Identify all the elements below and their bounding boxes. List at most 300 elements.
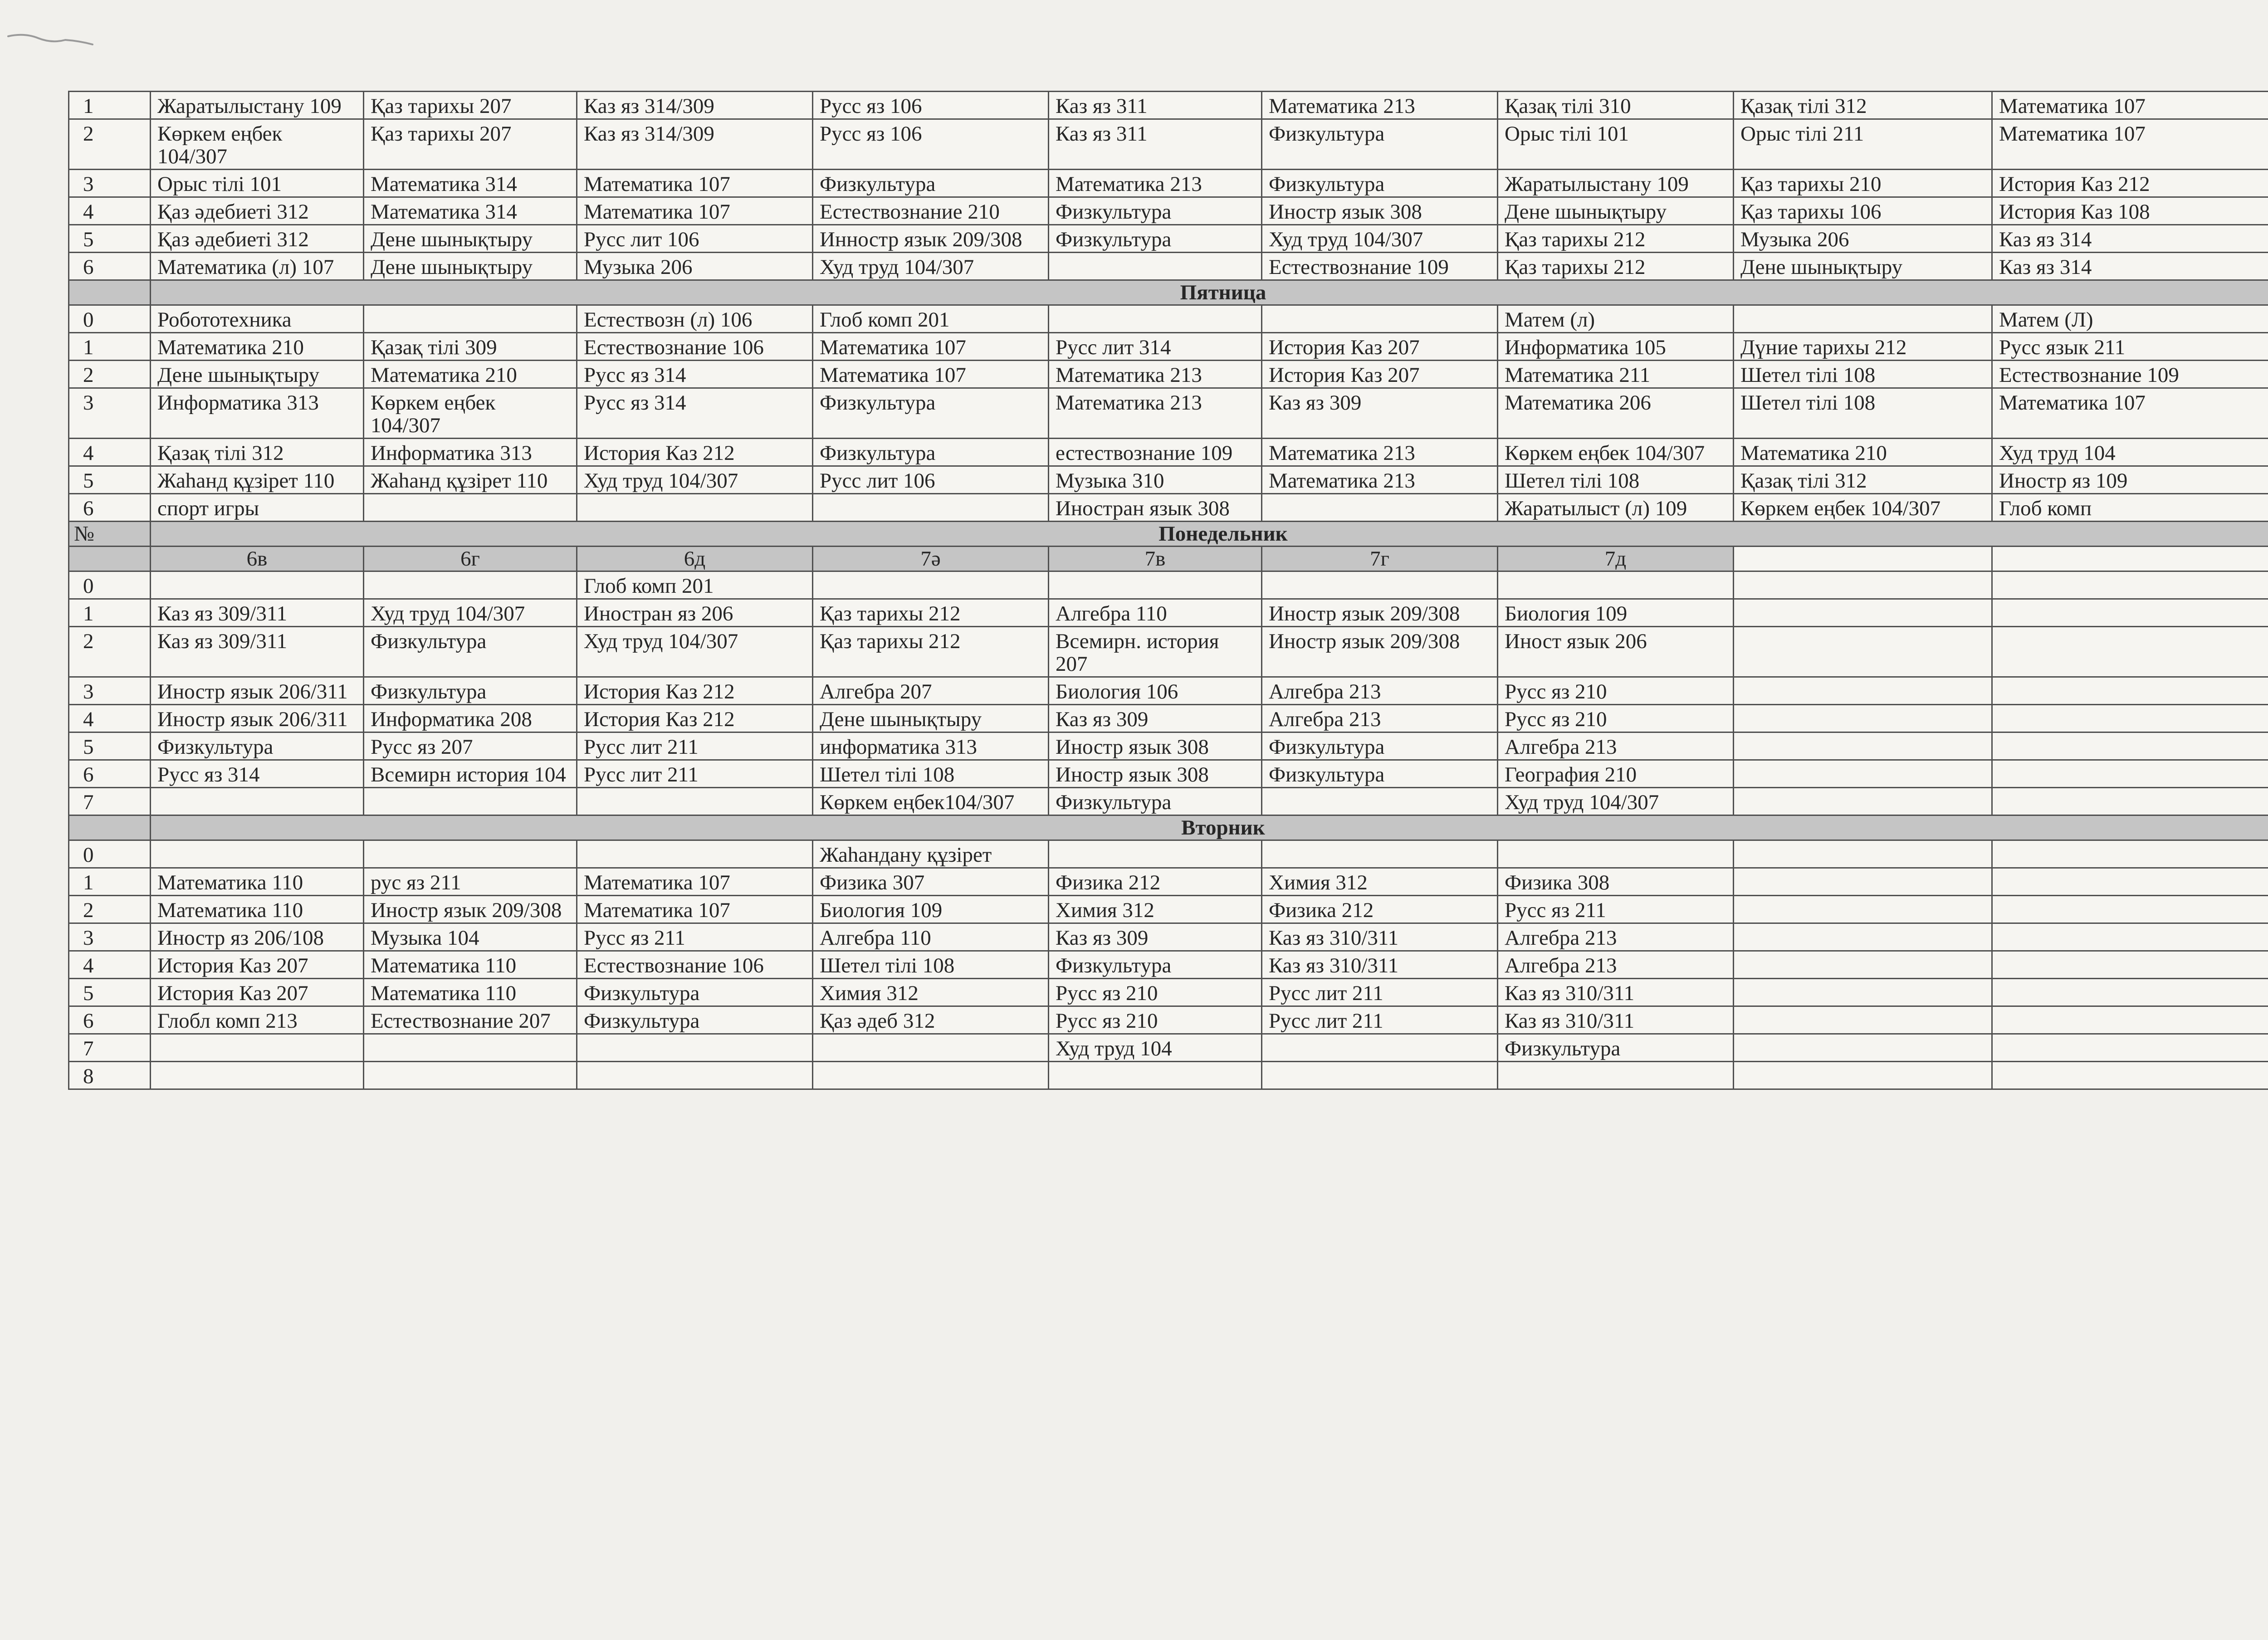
lesson-cell: Дене шынықтыру — [364, 253, 577, 280]
lesson-cell: Физкультура — [1262, 119, 1498, 170]
lesson-row — [69, 494, 2268, 522]
lesson-cell: Қаз тарихы 212 — [1498, 225, 1734, 253]
lesson-cell — [1262, 494, 1498, 522]
lesson-cell: Көркем еңбек104/307 — [813, 788, 1049, 815]
lesson-number: 1 — [69, 599, 151, 627]
lesson-cell — [1992, 868, 2268, 896]
lesson-number: 3 — [69, 677, 151, 705]
lesson-cell: Физкультура — [813, 388, 1049, 439]
lesson-cell — [364, 571, 577, 599]
lesson-cell: Физкультура — [577, 979, 813, 1006]
lesson-cell: Шетел тілі 108 — [813, 760, 1049, 788]
lesson-cell — [1262, 1062, 1498, 1089]
lesson-number: 6 — [69, 253, 151, 280]
lesson-cell: Көркем еңбек 104/307 — [1734, 494, 1992, 522]
class-header — [1734, 547, 1992, 571]
lesson-number: 6 — [69, 1006, 151, 1034]
lesson-row — [69, 119, 2268, 170]
lesson-cell: Қазақ тілі 309 — [364, 333, 577, 361]
lesson-cell: Каз яз 310/311 — [1262, 951, 1498, 979]
lesson-cell — [1992, 599, 2268, 627]
lesson-number: 7 — [69, 788, 151, 815]
lesson-cell: Естествознание 207 — [364, 1006, 577, 1034]
lesson-cell — [1992, 760, 2268, 788]
lesson-cell — [1049, 840, 1262, 868]
lesson-cell: Каз яз 314 — [1992, 253, 2268, 280]
lesson-cell — [1262, 305, 1498, 333]
lesson-cell: Каз яз 309/311 — [151, 599, 364, 627]
lesson-cell: Естествозн (л) 106 — [577, 305, 813, 333]
lesson-cell: Робототехника — [151, 305, 364, 333]
lesson-cell: Русс лит 314 — [1049, 333, 1262, 361]
lesson-cell: Математика 211 — [1498, 361, 1734, 388]
lesson-cell — [1992, 788, 2268, 815]
lesson-cell: Матем (Л) — [1992, 305, 2268, 333]
lesson-row — [69, 677, 2268, 705]
lesson-cell: Математика 110 — [364, 979, 577, 1006]
class-header: 7г — [1262, 547, 1498, 571]
lesson-cell: Худ труд 104 — [1049, 1034, 1262, 1062]
lesson-cell — [1734, 868, 1992, 896]
lesson-row — [69, 571, 2268, 599]
lesson-cell: География 210 — [1498, 760, 1734, 788]
lesson-cell: Иностран яз 206 — [577, 599, 813, 627]
lesson-cell: Каз яз 314/309 — [577, 119, 813, 170]
class-header-corner — [69, 547, 151, 571]
lesson-cell: Математика 213 — [1262, 92, 1498, 119]
lesson-cell: Русс лит 106 — [577, 225, 813, 253]
lesson-cell: Алгебра 110 — [813, 923, 1049, 951]
day-band-row — [69, 522, 2268, 547]
lesson-cell: Физика 212 — [1262, 896, 1498, 923]
lesson-cell: Көркем еңбек 104/307 — [1498, 439, 1734, 466]
lesson-cell: Физкультура — [813, 439, 1049, 466]
lesson-number: 1 — [69, 868, 151, 896]
lesson-cell: Биология 109 — [1498, 599, 1734, 627]
lesson-row — [69, 979, 2268, 1006]
lesson-cell: Каз яз 309 — [1262, 388, 1498, 439]
lesson-cell: Дене шынықтыру — [1734, 253, 1992, 280]
lesson-cell: Иностр яз 206/108 — [151, 923, 364, 951]
lesson-cell: Шетел тілі 108 — [1734, 388, 1992, 439]
lesson-row — [69, 92, 2268, 119]
lesson-cell: Математика 107 — [577, 868, 813, 896]
lesson-cell: Қаз тарихы 210 — [1734, 170, 1992, 197]
lesson-cell: Жаһандану құзірет — [813, 840, 1049, 868]
scan-smudge — [6, 29, 97, 47]
lesson-cell — [1734, 923, 1992, 951]
lesson-cell — [1734, 732, 1992, 760]
schedule-table — [68, 91, 2268, 1090]
lesson-row — [69, 896, 2268, 923]
lesson-cell — [1734, 788, 1992, 815]
class-header: 6г — [364, 547, 577, 571]
lesson-cell: Инностр язык 209/308 — [813, 225, 1049, 253]
lesson-cell — [1049, 1062, 1262, 1089]
lesson-cell: Математика 107 — [577, 197, 813, 225]
lesson-cell — [1734, 979, 1992, 1006]
lesson-cell: Иностр яз 109 — [1992, 466, 2268, 494]
lesson-row — [69, 361, 2268, 388]
lesson-cell — [577, 840, 813, 868]
lesson-row — [69, 599, 2268, 627]
lesson-cell: Каз яз 310/311 — [1498, 979, 1734, 1006]
lesson-row — [69, 923, 2268, 951]
lesson-cell — [1734, 705, 1992, 732]
lesson-number: 0 — [69, 305, 151, 333]
lesson-cell: Физкультура — [813, 170, 1049, 197]
lesson-cell: История Каз 212 — [577, 677, 813, 705]
lesson-cell: Физкультура — [1262, 732, 1498, 760]
lesson-row — [69, 170, 2268, 197]
lesson-cell: История Каз 207 — [1262, 361, 1498, 388]
lesson-cell: Физкультура — [1049, 788, 1262, 815]
band-number-cell: № — [69, 522, 151, 547]
lesson-cell: Химия 312 — [813, 979, 1049, 1006]
lesson-cell: Қаз тарихы 207 — [364, 92, 577, 119]
lesson-cell: спорт игры — [151, 494, 364, 522]
lesson-cell: Алгебра 213 — [1498, 951, 1734, 979]
lesson-cell — [1992, 840, 2268, 868]
lesson-number: 3 — [69, 923, 151, 951]
lesson-row — [69, 788, 2268, 815]
lesson-cell: Шетел тілі 108 — [813, 951, 1049, 979]
lesson-cell: Русс яз 211 — [577, 923, 813, 951]
lesson-cell: Каз яз 314 — [1992, 225, 2268, 253]
lesson-cell: Биология 109 — [813, 896, 1049, 923]
day-header: Понедельник — [151, 522, 2268, 547]
lesson-cell — [1734, 760, 1992, 788]
lesson-cell: Русс яз 210 — [1498, 705, 1734, 732]
lesson-cell: Шетел тілі 108 — [1498, 466, 1734, 494]
lesson-number: 6 — [69, 760, 151, 788]
lesson-cell: Орыс тілі 211 — [1734, 119, 1992, 170]
lesson-cell: Орыс тілі 101 — [1498, 119, 1734, 170]
lesson-cell: Естествознание 109 — [1992, 361, 2268, 388]
lesson-cell: Русс яз 106 — [813, 119, 1049, 170]
lesson-cell — [151, 1062, 364, 1089]
lesson-cell — [1734, 677, 1992, 705]
lesson-cell: Худ труд 104/307 — [1262, 225, 1498, 253]
lesson-cell — [1262, 1034, 1498, 1062]
lesson-cell: Иностр язык 209/308 — [1262, 627, 1498, 677]
lesson-cell: Қазақ тілі 312 — [151, 439, 364, 466]
lesson-number: 5 — [69, 732, 151, 760]
lesson-number: 4 — [69, 439, 151, 466]
lesson-cell — [364, 788, 577, 815]
lesson-cell: История Каз 212 — [1992, 170, 2268, 197]
lesson-cell: Каз яз 311 — [1049, 119, 1262, 170]
lesson-number: 2 — [69, 896, 151, 923]
lesson-row — [69, 627, 2268, 677]
lesson-row — [69, 253, 2268, 280]
lesson-number: 2 — [69, 119, 151, 170]
lesson-cell — [1992, 1034, 2268, 1062]
lesson-number: 5 — [69, 466, 151, 494]
lesson-cell: Информатика 208 — [364, 705, 577, 732]
lesson-cell: Русс яз 106 — [813, 92, 1049, 119]
lesson-cell: История Каз 207 — [1262, 333, 1498, 361]
lesson-cell — [1992, 732, 2268, 760]
lesson-cell: Математика 213 — [1049, 361, 1262, 388]
lesson-cell: Химия 312 — [1262, 868, 1498, 896]
lesson-cell: Қаз әдеб 312 — [813, 1006, 1049, 1034]
lesson-cell: естествознание 109 — [1049, 439, 1262, 466]
lesson-number: 4 — [69, 951, 151, 979]
lesson-cell: Музыка 104 — [364, 923, 577, 951]
lesson-cell: Русс яз 207 — [364, 732, 577, 760]
lesson-cell: Русс лит 211 — [577, 732, 813, 760]
lesson-cell: Алгебра 213 — [1498, 732, 1734, 760]
lesson-cell — [1734, 951, 1992, 979]
lesson-cell: Қаз тарихы 106 — [1734, 197, 1992, 225]
lesson-cell — [1992, 571, 2268, 599]
lesson-cell — [1992, 627, 2268, 677]
lesson-cell: Русс лит 211 — [1262, 1006, 1498, 1034]
lesson-cell: Каз яз 310/311 — [1498, 1006, 1734, 1034]
lesson-cell: Информатика 313 — [151, 388, 364, 439]
lesson-row — [69, 732, 2268, 760]
lesson-row — [69, 333, 2268, 361]
lesson-cell — [151, 840, 364, 868]
day-header: Пятница — [151, 280, 2268, 305]
lesson-cell: Худ труд 104/307 — [577, 627, 813, 677]
lesson-cell: Математика 213 — [1262, 439, 1498, 466]
lesson-cell — [1734, 1006, 1992, 1034]
lesson-number: 4 — [69, 197, 151, 225]
lesson-cell: Глоб комп 201 — [813, 305, 1049, 333]
lesson-number: 0 — [69, 840, 151, 868]
lesson-cell: Дене шынықтыру — [813, 705, 1049, 732]
lesson-cell: Физкультура — [577, 1006, 813, 1034]
lesson-cell: Русс яз 210 — [1498, 677, 1734, 705]
lesson-cell — [151, 571, 364, 599]
class-header-row — [69, 547, 2268, 571]
lesson-cell: Қазақ тілі 310 — [1498, 92, 1734, 119]
lesson-cell — [1262, 840, 1498, 868]
lesson-cell: Иностр язык 209/308 — [1262, 599, 1498, 627]
lesson-cell — [1049, 305, 1262, 333]
lesson-cell — [1734, 305, 1992, 333]
lesson-cell — [1992, 923, 2268, 951]
day-band-row — [69, 280, 2268, 305]
lesson-cell: Алгебра 110 — [1049, 599, 1262, 627]
lesson-cell: Дене шынықтыру — [151, 361, 364, 388]
lesson-row — [69, 1006, 2268, 1034]
lesson-cell — [1992, 1062, 2268, 1089]
lesson-cell: Глобл комп 213 — [151, 1006, 364, 1034]
lesson-number: 0 — [69, 571, 151, 599]
lesson-cell: Қаз тарихы 212 — [813, 599, 1049, 627]
lesson-cell: Математика 107 — [577, 896, 813, 923]
lesson-cell — [813, 494, 1049, 522]
lesson-cell — [1992, 677, 2268, 705]
lesson-cell: Алгебра 213 — [1498, 923, 1734, 951]
lesson-row — [69, 1062, 2268, 1089]
lesson-number: 3 — [69, 388, 151, 439]
lesson-cell: Қазақ тілі 312 — [1734, 466, 1992, 494]
lesson-row — [69, 705, 2268, 732]
lesson-number: 6 — [69, 494, 151, 522]
lesson-cell: Всемирн история 104 — [364, 760, 577, 788]
lesson-cell — [1992, 979, 2268, 1006]
lesson-cell: Математика 107 — [1992, 388, 2268, 439]
lesson-cell: Русс язык 211 — [1992, 333, 2268, 361]
lesson-cell: История Каз 212 — [577, 705, 813, 732]
lesson-row — [69, 305, 2268, 333]
lesson-cell: Қазақ тілі 312 — [1734, 92, 1992, 119]
lesson-cell: История Каз 207 — [151, 951, 364, 979]
lesson-cell: Каз яз 314/309 — [577, 92, 813, 119]
lesson-cell: Каз яз 309/311 — [151, 627, 364, 677]
lesson-cell: Жаһанд құзірет 110 — [151, 466, 364, 494]
lesson-cell: Музыка 206 — [1734, 225, 1992, 253]
lesson-cell — [151, 788, 364, 815]
lesson-cell: Алгебра 213 — [1262, 705, 1498, 732]
lesson-cell: Иностран язык 308 — [1049, 494, 1262, 522]
lesson-cell: Математика 107 — [1992, 119, 2268, 170]
lesson-cell: Математика 107 — [1992, 92, 2268, 119]
band-number-cell — [69, 280, 151, 305]
lesson-cell: Глоб комп — [1992, 494, 2268, 522]
lesson-cell: Математика 107 — [813, 361, 1049, 388]
lesson-number: 2 — [69, 627, 151, 677]
day-header: Вторник — [151, 815, 2268, 840]
lesson-cell — [1049, 571, 1262, 599]
lesson-row — [69, 225, 2268, 253]
lesson-cell: Физкультура — [364, 627, 577, 677]
lesson-cell: Русс яз 210 — [1049, 1006, 1262, 1034]
lesson-number: 1 — [69, 333, 151, 361]
lesson-cell: Математика 110 — [151, 896, 364, 923]
day-band-row — [69, 815, 2268, 840]
lesson-cell: Худ труд 104/307 — [577, 466, 813, 494]
lesson-cell: Алгебра 213 — [1262, 677, 1498, 705]
lesson-number: 7 — [69, 1034, 151, 1062]
lesson-cell: Қаз тарихы 212 — [1498, 253, 1734, 280]
lesson-cell: Естествознание 109 — [1262, 253, 1498, 280]
lesson-cell: Русс лит 211 — [1262, 979, 1498, 1006]
lesson-cell — [1734, 840, 1992, 868]
lesson-number: 2 — [69, 361, 151, 388]
lesson-cell: Иностр язык 308 — [1049, 760, 1262, 788]
lesson-cell — [1498, 1062, 1734, 1089]
lesson-cell: Математика 110 — [151, 868, 364, 896]
lesson-cell: Физика 308 — [1498, 868, 1734, 896]
lesson-number: 1 — [69, 92, 151, 119]
lesson-cell: Худ труд 104/307 — [364, 599, 577, 627]
lesson-cell — [1498, 571, 1734, 599]
lesson-cell: История Каз 108 — [1992, 197, 2268, 225]
lesson-row — [69, 439, 2268, 466]
lesson-cell — [1992, 951, 2268, 979]
lesson-cell: Информатика 313 — [364, 439, 577, 466]
lesson-cell — [813, 1062, 1049, 1089]
lesson-number: 4 — [69, 705, 151, 732]
lesson-cell: Иност язык 206 — [1498, 627, 1734, 677]
lesson-cell: Математика 210 — [364, 361, 577, 388]
lesson-cell: Худ труд 104/307 — [1498, 788, 1734, 815]
lesson-row — [69, 388, 2268, 439]
lesson-cell: Физика 307 — [813, 868, 1049, 896]
lesson-cell: Физкультура — [1498, 1034, 1734, 1062]
lesson-cell: Физкультура — [1049, 225, 1262, 253]
lesson-cell — [813, 571, 1049, 599]
class-header: 6д — [577, 547, 813, 571]
lesson-cell: Физика 212 — [1049, 868, 1262, 896]
lesson-cell: Каз яз 310/311 — [1262, 923, 1498, 951]
lesson-cell — [1734, 627, 1992, 677]
lesson-cell: Математика (л) 107 — [151, 253, 364, 280]
lesson-cell: Глоб комп 201 — [577, 571, 813, 599]
lesson-cell: Каз яз 309 — [1049, 705, 1262, 732]
lesson-cell — [1992, 896, 2268, 923]
class-header: 7ә — [813, 547, 1049, 571]
lesson-cell — [364, 1034, 577, 1062]
lesson-cell — [1992, 1006, 2268, 1034]
lesson-cell: Худ труд 104/307 — [813, 253, 1049, 280]
lesson-number: 8 — [69, 1062, 151, 1089]
lesson-cell — [813, 1034, 1049, 1062]
lesson-cell: Худ труд 104 — [1992, 439, 2268, 466]
lesson-cell: Математика 213 — [1049, 388, 1262, 439]
lesson-cell — [1262, 788, 1498, 815]
lesson-cell: Всемирн. история 207 — [1049, 627, 1262, 677]
lesson-cell — [364, 840, 577, 868]
lesson-cell: Музыка 206 — [577, 253, 813, 280]
lesson-cell — [1734, 1062, 1992, 1089]
class-header — [1992, 547, 2268, 571]
lesson-cell — [1262, 571, 1498, 599]
lesson-row — [69, 840, 2268, 868]
lesson-cell — [1049, 253, 1262, 280]
lesson-cell — [1734, 571, 1992, 599]
lesson-cell: Русс яз 314 — [577, 388, 813, 439]
lesson-cell: Математика 206 — [1498, 388, 1734, 439]
lesson-number: 5 — [69, 979, 151, 1006]
lesson-cell: Жаратылыст (л) 109 — [1498, 494, 1734, 522]
lesson-cell: Иностр язык 206/311 — [151, 705, 364, 732]
lesson-cell: Жаһанд құзірет 110 — [364, 466, 577, 494]
lesson-cell: Русс яз 210 — [1049, 979, 1262, 1006]
class-header: 7д — [1498, 547, 1734, 571]
lesson-cell: Шетел тілі 108 — [1734, 361, 1992, 388]
lesson-cell — [1498, 840, 1734, 868]
lesson-cell: Русс лит 106 — [813, 466, 1049, 494]
lesson-cell — [364, 494, 577, 522]
lesson-cell: Қаз тарихы 207 — [364, 119, 577, 170]
lesson-cell: Русс яз 211 — [1498, 896, 1734, 923]
class-header: 6в — [151, 547, 364, 571]
lesson-cell — [151, 1034, 364, 1062]
class-header: 7в — [1049, 547, 1262, 571]
lesson-cell — [364, 1062, 577, 1089]
lesson-cell — [1734, 896, 1992, 923]
lesson-cell: Дене шынықтыру — [1498, 197, 1734, 225]
lesson-cell: История Каз 207 — [151, 979, 364, 1006]
lesson-number: 3 — [69, 170, 151, 197]
lesson-cell: Иностр язык 206/311 — [151, 677, 364, 705]
lesson-cell: Физкультура — [1262, 760, 1498, 788]
lesson-cell: Қаз тарихы 212 — [813, 627, 1049, 677]
lesson-cell: Математика 107 — [813, 333, 1049, 361]
lesson-cell: рус яз 211 — [364, 868, 577, 896]
lesson-cell: Физкультура — [1049, 951, 1262, 979]
lesson-cell: Математика 213 — [1049, 170, 1262, 197]
lesson-cell: Орыс тілі 101 — [151, 170, 364, 197]
lesson-cell: Көркем еңбек 104/307 — [151, 119, 364, 170]
lesson-cell: Қаз әдебиеті 312 — [151, 197, 364, 225]
